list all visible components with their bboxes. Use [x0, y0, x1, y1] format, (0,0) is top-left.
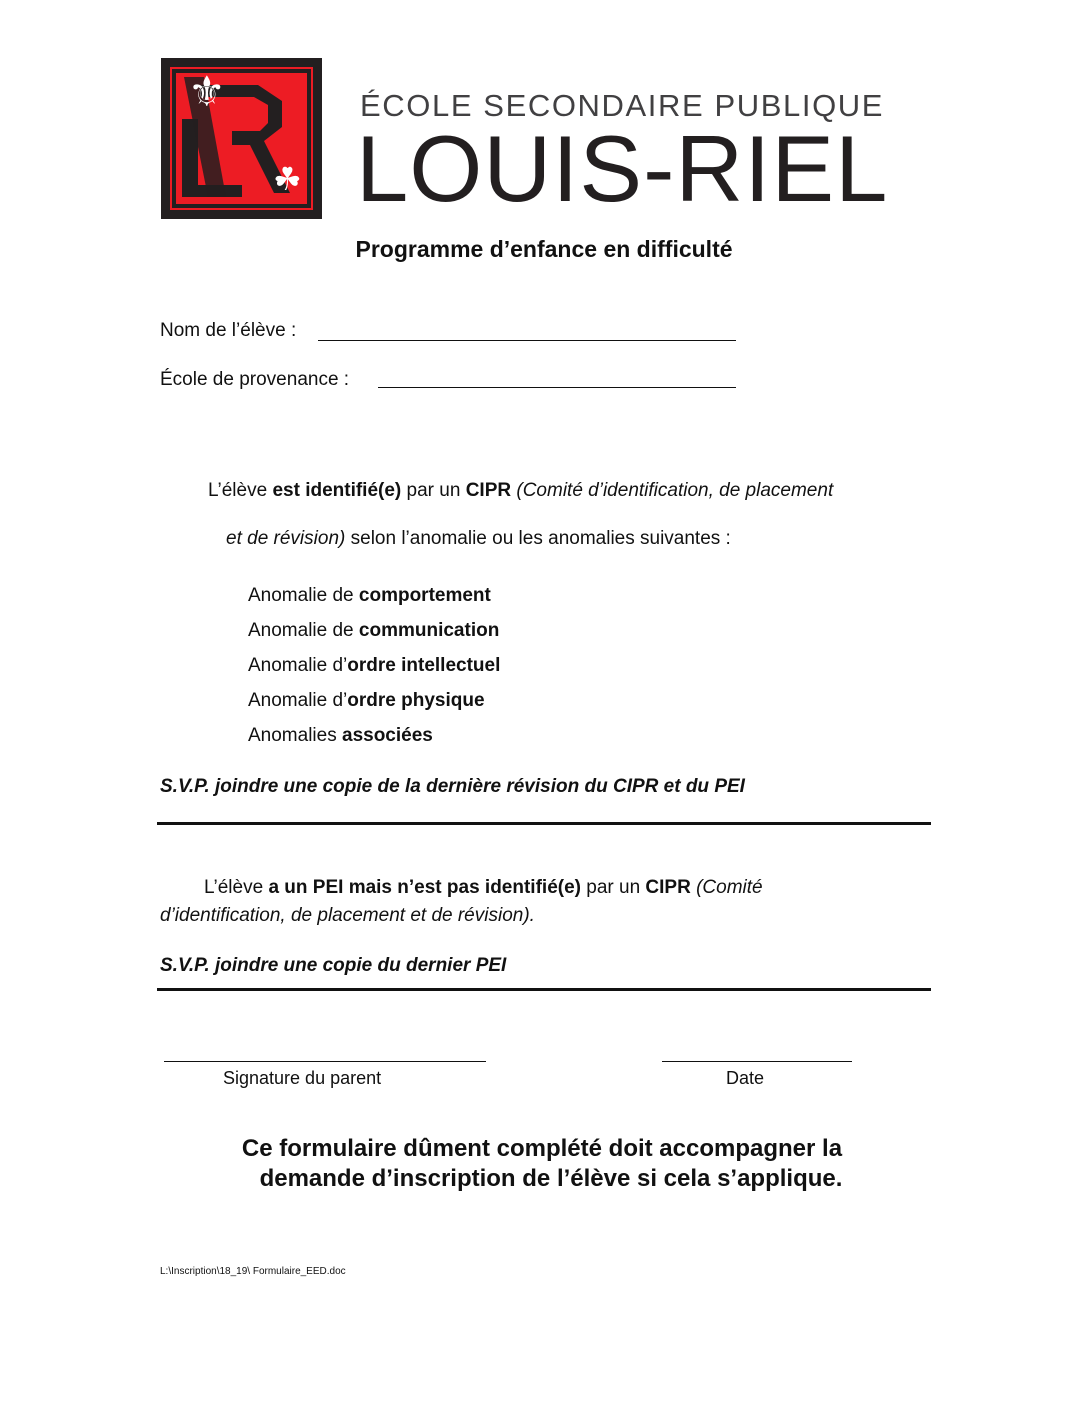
date-label: Date [726, 1068, 765, 1088]
anomaly-item[interactable]: Anomalie de comportement [248, 585, 491, 606]
identified-paragraph-line2: et de révision) selon l’anomalie ou les anomalies suivantes : [226, 528, 731, 549]
date-field[interactable] [662, 1061, 852, 1062]
parent-signature-label: Signature du parent [223, 1068, 382, 1088]
pei-paragraph-line1: L’élève a un PEI mais n’est pas identifié(e) par un CIPR (Comité [204, 877, 763, 898]
school-subtitle: ÉCOLE SECONDAIRE PUBLIQUE [360, 88, 885, 123]
anomaly-item[interactable]: Anomalie d’ordre physique [248, 690, 485, 711]
anomaly-item[interactable]: Anomalie de communication [248, 620, 500, 641]
origin-school-field[interactable] [378, 387, 736, 388]
parent-signature-field[interactable] [164, 1061, 486, 1062]
trillium-icon: ☘ [273, 161, 302, 197]
student-name-label: Nom de l’élève : [160, 320, 297, 341]
anomaly-item[interactable]: Anomalies associées [248, 725, 433, 746]
fleur-de-lis-icon: ⚜ [188, 68, 226, 115]
pei-paragraph-line2: d’identification, de placement et de révision). [160, 905, 535, 926]
origin-school-label: École de provenance : [160, 369, 350, 390]
school-logo [161, 58, 322, 219]
file-path: L:\Inscription\18_19\ Formulaire_EED.doc [160, 1266, 346, 1277]
form-instruction-line1: Ce formulaire dûment complété doit accompagner la [241, 1135, 843, 1162]
pei-attachment-note: S.V.P. joindre une copie du dernier PEI [160, 955, 507, 976]
cipr-attachment-note: S.V.P. joindre une copie de la dernière révision du CIPR et du PEI [160, 776, 745, 797]
form-instruction-line2: demande d’inscription de l’élève si cela s’applique. [259, 1165, 843, 1192]
form-title: Programme d’enfance en difficulté [355, 236, 733, 262]
anomaly-item[interactable]: Anomalie d’ordre intellectuel [248, 655, 501, 676]
form-instruction [0, 1134, 1088, 1194]
school-name: LOUIS-RIEL [356, 116, 889, 221]
student-name-field[interactable] [318, 340, 736, 341]
section-divider [157, 988, 931, 991]
identified-paragraph-line1: L’élève est identifié(e) par un CIPR (Comité d’identification, de placement [208, 480, 834, 501]
section-divider [157, 822, 931, 825]
